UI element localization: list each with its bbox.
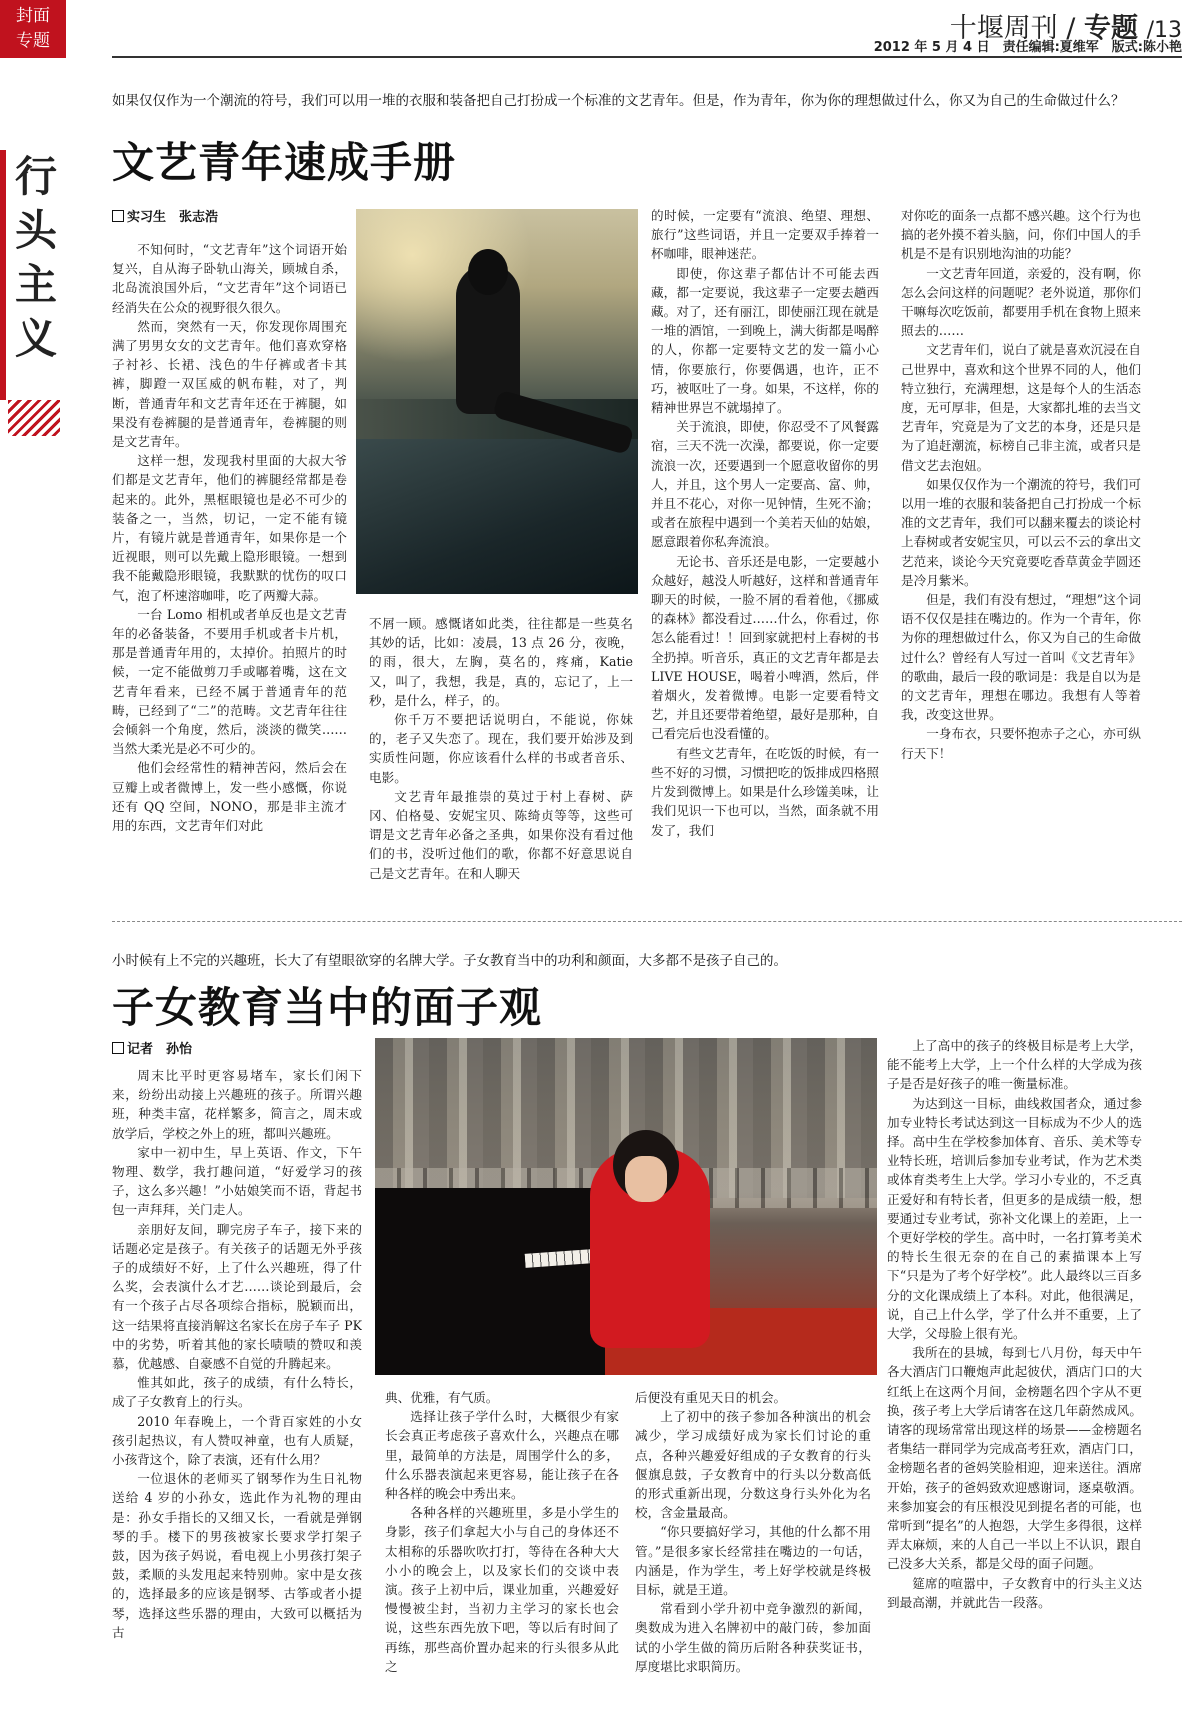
paragraph: 为达到这一目标，曲线救国者众，通过参加专业特长考试达到这一目标成为不少人的选择。高中生在学校参加体育、音乐、美术等专业特长班，培训后参加专业考试，作为艺术类或体育类考生上大学。学习小专业的，不乏真正爱好和有特长者，但更多的是成绩一般，想要通过专业考试，弥补文化课上的差距，上一个更好学校的学生。高中时，一名打算考美术的特长生很无奈的在自己的素描课本上写下“只是为了考个好学校”。此人最终以三百多分的文化课成绩上了本科。对此，他很满足，说，自己上什么学，学了什么并不重要，上了大学，父母脸上很有光。 <box>887 1095 1142 1342</box>
article2-column-4 <box>887 1036 1142 1711</box>
article-divider <box>112 921 1182 922</box>
paragraph: 2010 年春晚上，一个背百家姓的小女孩引起热议，有人赞叹神童，也有人质疑，小孩背这个，除了表演，还有什么用？ <box>112 1413 362 1468</box>
section-corner-badge <box>0 0 66 58</box>
paragraph: 选择让孩子学什么时，大概很少有家长会真正考虑孩子喜欢什么，兴趣点在哪里，最简单的方法是，周围学什么的多，什么乐器表演起来更容易，能让孩子在各种各样的晚会中秀出来。 <box>385 1409 619 1502</box>
paragraph: 无论书、音乐还是电影，一定要越小众越好，越没人听越好，这样和普通青年聊天的时候，一脸不屑的看着他，《挪威的森林》都没看过……什么，你看过，你怎么能看过！！回到家就把村上春树的书全扔掉。听音乐，真正的文艺青年都是去 LIVE HOUSE，喝着小啤酒，然后，伴着烟火，发着微博。电影一定要看特文艺，并且还要带着绝望，最好是那种，自己看完后也没看懂的。 <box>651 553 879 742</box>
editor-meta: 2012 年 5 月 4 日 责任编辑:夏维军 版式:陈小艳 <box>873 40 1182 55</box>
article1-column-2 <box>369 614 633 882</box>
paragraph: 有些文艺青年，在吃饭的时候，有一些不好的习惯，习惯把吃的饭排成四格照片发到微博上。如果是什么珍馐美味，让我们见识一下也可以，当然，面条就不用发了，我们 <box>651 745 879 838</box>
paragraph: 你千万不要把话说明白，不能说，你妹的，老子又失恋了。现在，我们要开始涉及到实质性问题，你应该看什么样的书或者音乐、电影。 <box>369 712 633 785</box>
page-number: /13 <box>1146 18 1182 43</box>
paragraph: 惟其如此，孩子的成绩，有什么特长，成了子女教育上的行头。 <box>112 1375 362 1410</box>
header-rule <box>112 56 1182 58</box>
paragraph: 常看到小学升初中竞争激烈的新闻，奥数成为进入名牌初中的敲门砖，参加面试的小学生做的简历后附各种获奖证书，厚度堪比求职简历。 <box>635 1601 871 1674</box>
side-accent-bar <box>0 150 6 400</box>
paragraph: 一文艺青年回道，亲爱的，没有啊，你怎么会问这样的问题呢？老外说道，那你们干嘛每次吃饭前，都要用手机在食物上照来照去的…… <box>901 265 1141 339</box>
paragraph: 上了高中的孩子的终极目标是考上大学，能不能考上大学，上一个什么样的大学成为孩子是否是好孩子的唯一衡量标准。 <box>887 1038 1142 1092</box>
photo1-head <box>468 249 508 295</box>
article2-column-2 <box>385 1388 619 1711</box>
article1-photo <box>356 209 638 594</box>
paragraph: 一身布衣，只要怀抱赤子之心，亦可纵行天下！ <box>901 726 1141 761</box>
article1-column-3 <box>651 206 879 882</box>
paragraph: 我所在的县城，每到七八月份，每天中午各大酒店门口鞭炮声此起彼伏，酒店门口的大红纸上在这两个月间，金榜题名四个字从不更换，孩子考上大学后请客在这几年蔚然成风。请客的现场常常出现这样的场景——金榜题名者集结一群同学为完成高考狂欢，酒店门口，金榜题名者的爸妈笑脸相迎，迎来送往。酒席开始，孩子的爸妈致欢迎感谢词，逐桌敬酒。来参加宴会的有压根没见到提名者的可能，也常听到“提名”的人抱怨，大学生多得很，这样弄太麻烦，来的人自己一半以上不认识，跟自己没多大关系，都是父母的面子问题。 <box>887 1345 1142 1572</box>
photo1-ground <box>356 439 638 594</box>
article2-lead: 小时候有上不完的兴趣班，长大了有望眼欲穿的名牌大学。子女教育当中的功利和颜面，大多都不是孩子自己的。 <box>112 953 787 969</box>
paragraph: 各种各样的兴趣班里，多是小学生的身影，孩子们拿起大小与自己的身体还不太相称的乐器吹吹打打，等待在各种大大小小的晚会上，以及家长们的交谈中表演。孩子上初中后，课业加重，兴趣爱好慢慢被尘封，当初力主学习的家长也会说，这些东西先放下吧，等以后有时间了再练，那些高价置办起来的行头很多从此之 <box>385 1505 619 1674</box>
side-column-title: 行头主义 <box>14 152 57 363</box>
corner-label-line1: 封面 <box>16 6 50 26</box>
paragraph: 上了初中的孩子参加各种演出的机会减少，学习成绩好成为家长们讨论的重点，各种兴趣爱好组成的子女教育的行头偃旗息鼓，子女教育中的行头以分数高低的形式重新出现，分数这身行头外化为名校，含金量最高。 <box>635 1409 871 1521</box>
paragraph: “你只要搞好学习，其他的什么都不用管。”是很多家长经常挂在嘴边的一句话，内涵是，作为学生，考上好学校就是终极目标，就是王道。 <box>635 1524 871 1598</box>
paragraph: 后便没有重见天日的机会。 <box>635 1390 787 1405</box>
article2-column-1 <box>112 1066 362 1711</box>
paragraph: 不知何时，“文艺青年”这个词语开始复兴，自从海子卧轨山海关，顾城自杀，北岛流浪国外后，“文艺青年”这个词语已经消失在公众的视野很久很久。 <box>112 242 347 315</box>
paragraph: 一台 Lomo 相机或者单反也是文艺青年的必备装备，不要用手机或者卡片机，那是普通青年用的，太掉价。拍照片的时候，一定不能做剪刀手或嘟着嘴，这在文艺青年看来，已经不属于普通青年的范畴，已经到了“二”的范畴。文艺青年往往会倾斜一个角度，然后，淡淡的微笑……当然大柔光是必不可少的。 <box>112 606 347 757</box>
paragraph: 亲朋好友间，聊完房子车子，接下来的话题必定是孩子。有关孩子的话题无外乎孩子的成绩好不好，上了什么兴趣班，得了什么奖，会表演什么才艺……谈论到最后，会有一个孩子占尽各项综合指标，脱颖而出，这一结果将直接消解这名家长在房子车子 PK 中的劣势，听着其他的家长啧啧的赞叹和羡慕，优越感、自豪感不自觉的升腾起来。 <box>112 1221 362 1372</box>
paragraph: 文艺青年们，说白了就是喜欢沉浸在自己世界中，喜欢和这个世界不同的人，他们特立独行，充满理想，这是每个人的生活态度，无可厚非，但是，大家都扎堆的去当文艺青年，究竟是为了文艺的本身，还是只是为了追赶潮流，标榜自己非主流，或者只是借文艺去泡妞。 <box>901 342 1141 473</box>
article2-column-3 <box>635 1388 871 1711</box>
paragraph: 关于流浪，即使，你忍受不了风餐露宿，三天不洗一次澡，都要说，你一定要流浪一次，还要遇到一个愿意收留你的男人，并且，这个男人一定要高、富、帅，并且不花心，对你一见钟情，生死不渝；或者在旅程中遇到一个美若天仙的姑娘，愿意跟着你私奔流浪。 <box>651 419 879 550</box>
photo2-girl-face <box>625 1156 667 1202</box>
article2-photo <box>375 1038 877 1375</box>
photo2-piano <box>375 1188 605 1375</box>
paragraph: 典、优雅，有气质。 <box>385 1390 499 1405</box>
paragraph: 这样一想，发现我村里面的大叔大爷们都是文艺青年，他们的裤腿经常都是卷起来的。此外，黑框眼镜也是必不可少的装备之一，当然，切记，一定不能有镜片，有镜片就是普通青年，如果你是一个近视眼，则可以先戴上隐形眼镜。一想到我不能戴隐形眼镜，我默默的忧伤的叹口气，泡了杯速溶咖啡，吃了两瓣大蒜。 <box>112 453 347 603</box>
article1-byline-text: 实习生 张志浩 <box>127 210 219 225</box>
section-name: 专题 <box>1084 13 1138 44</box>
article1-column-4 <box>901 206 1141 882</box>
side-stripe-decoration <box>8 400 60 436</box>
paragraph: 对你吃的面条一点都不感兴趣。这个行为也搞的老外摸不着头脑，问，你们中国人的手机是不是有识别地沟油的功能？ <box>901 208 1141 262</box>
article1-headline: 文艺青年速成手册 <box>112 138 457 187</box>
corner-label-line2: 专题 <box>16 31 50 51</box>
article1-byline <box>112 206 218 225</box>
paragraph: 的时候，一定要有“流浪、绝望、理想、旅行”这些词语，并且一定要双手捧着一杯咖啡，眼神迷茫。 <box>651 208 879 262</box>
paper-name: 十堰周刊 <box>949 13 1058 44</box>
paragraph: 文艺青年最推崇的莫过于村上春树、萨冈、伯格曼、安妮宝贝、陈绮贞等等，这些可谓是文艺青年必备之圣典，如果你没有看过他们的书，没听过他们的歌，你都不好意思说自己是文艺青年。在和人聊天 <box>369 788 633 881</box>
article1-column-1 <box>112 240 347 882</box>
byline-box-icon <box>112 210 124 222</box>
paragraph: 然而，突然有一天，你发现你周围充满了男男女女的文艺青年。他们喜欢穿格子衬衫、长裙、浅色的牛仔裤或者卡其裤，脚蹬一双匡威的帆布鞋，对了，判断，普通青年和文艺青年还在于裤腿，如果没有卷裤腿的是普通青年，卷裤腿的则是文艺青年。 <box>112 318 347 450</box>
paragraph: 周末比平时更容易堵车，家长们闲下来，纷纷出动接上兴趣班的孩子。所谓兴趣班，种类丰富，花样繁多，简言之，周末或放学后，学校之外上的班，都叫兴趣班。 <box>112 1068 362 1141</box>
paragraph: 家中一初中生，早上英语、作文，下午物理、数学，我打趣问道，“好爱学习的孩子，这么多兴趣！”小姑娘笑而不语，背起书包一声拜拜，关门走人。 <box>112 1144 362 1218</box>
paragraph: 但是，我们有没有想过，“理想”这个词语不仅仅是挂在嘴边的。作为一个青年，你为你的理想做过什么，你又为自己的生命做过什么？曾经有人写过一首叫《文艺青年》的歌曲，最后一段的歌词是：我是自以为是的文艺青年，理想在哪边。我想有人等着我，改变这世界。 <box>901 592 1141 723</box>
article2-byline <box>112 1038 192 1057</box>
article2-byline-text: 记者 孙怡 <box>127 1042 193 1057</box>
paragraph: 筵席的喧嚣中，子女教育中的行头主义达到最高潮，并就此告一段落。 <box>887 1575 1142 1610</box>
article1-lead: 如果仅仅作为一个潮流的符号，我们可以用一堆的衣服和装备把自己打扮成一个标准的文艺青年。但是，作为青年，你为你的理想做过什么，你又为自己的生命做过什么？ <box>112 93 1125 109</box>
byline-box-icon <box>112 1042 124 1054</box>
paragraph: 不屑一顾。感慨诸如此类，往往都是一些莫名其妙的话，比如：凌晨，13 点 26 分，夜晚，的雨，很大，左胸，莫名的，疼痛，Katie 又，叫了，我想，我是，真的，忘记了，上一秒，是什么，样子，的。 <box>369 616 633 708</box>
paragraph: 一位退休的老师买了钢琴作为生日礼物送给 4 岁的小孙女，选此作为礼物的理由是：孙女手指长的又细又长，一看就是弹钢琴的手。楼下的男孩被家长要求学打架子鼓，因为孩子妈说，看电视上小男孩打架子鼓，柔顺的头发甩起来特别帅。家中是女孩的，选择最多的应该是钢琴、古筝或者小提琴，选择这些乐器的理由，大致可以概括为古 <box>112 1471 362 1640</box>
paragraph: 即使，你这辈子都估计不可能去西藏，都一定要说，我这辈子一定要去趟西藏。对了，还有丽江，即使丽江现在就是一堆的酒馆，一到晚上，满大街都是喝醉的人，你都一定要特文艺的发一篇小心情，你要旅行，你要偶遇，也许，正不巧，被呕吐了一身。如果，不这样，你的精神世界岂不就塌掉了。 <box>651 265 879 416</box>
paragraph: 如果仅仅作为一个潮流的符号，我们可以用一堆的衣服和装备把自己打扮成一个标准的文艺青年，我们可以翻来覆去的谈论村上春树或者安妮宝贝，可以云不云的拿出文艺范来，谈论今天究竟要吃香草黄金芋圆还是冷月紫米。 <box>901 476 1141 588</box>
article2-headline: 子女教育当中的面子观 <box>112 983 543 1032</box>
paragraph: 他们会经常性的精神苦闷，然后会在豆瓣上或者微博上，发一些小感慨，你说还有 QQ 空间，NONO，那是非主流才用的东西，文艺青年们对此 <box>112 760 347 834</box>
header-separator: / <box>1066 13 1076 44</box>
